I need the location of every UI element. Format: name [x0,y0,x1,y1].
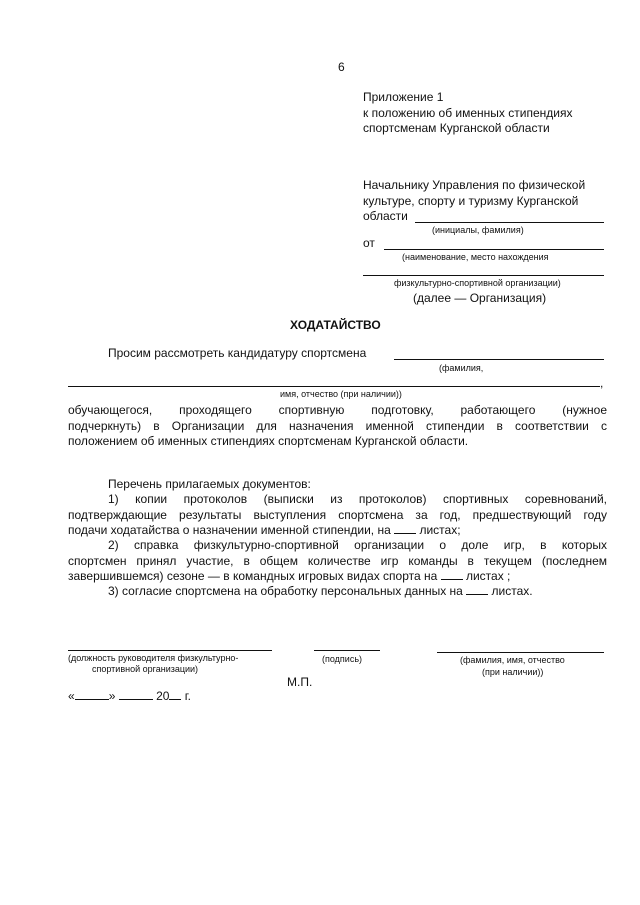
date-year-blank[interactable] [169,689,181,700]
addressee-line-3: области [363,209,408,223]
date-line [68,689,191,704]
document-item-3-sheets-word: листах. [491,584,533,598]
hereinafter-note: (далее — Организация) [413,291,547,305]
name-line-comma: , [600,376,604,390]
document-title: ХОДАТАЙСТВО [290,318,381,332]
addressee-line-1: Начальнику Управления по физической [363,178,586,192]
initials-blank-line[interactable] [415,222,604,223]
name-blank-line[interactable] [68,386,600,387]
document-item-2-line-2: спортсмен принял участие, в общем количестве игр команды в текущем (последнем [68,554,607,568]
date-month-blank[interactable] [119,689,153,700]
position-caption-line-2: спортивной организации) [92,664,199,674]
item-3-sheets-blank[interactable] [466,584,488,595]
document-item-1-sheets-word: листах; [419,523,461,537]
fullname-caption-line-1: (фамилия, имя, отчество [460,655,565,665]
date-year-prefix: 20 [156,689,170,703]
document-item-1-line-1: 1) копии протоколов (выписки из протоколов) спортивных соревнований, [108,492,607,506]
date-suffix: г. [184,689,192,703]
document-item-3 [108,584,533,599]
document-item-1-line-3 [68,523,461,538]
appendix-line-3: спортсменам Курганской области [363,121,550,135]
name-caption: имя, отчество (при наличии)) [280,389,402,399]
petition-lead: Просим рассмотреть кандидатуру спортсмена [108,346,367,360]
document-item-2-sheets-word: листах ; [465,569,511,583]
org-blank-line[interactable] [363,275,604,276]
document-item-1-line-3-text: подачи ходатайства о назначении именной стипендии, на [68,523,391,537]
addressee-line-2: культуре, спорту и туризму Курганской [363,194,579,208]
surname-caption: (фамилия, [439,363,484,373]
appendix-line-1: Приложение 1 [363,90,444,104]
stamp-label: М.П. [287,675,313,689]
item-1-sheets-blank[interactable] [394,523,416,534]
documents-heading: Перечень прилагаемых документов: [108,477,311,491]
name-location-caption: (наименование, место нахождения [402,252,549,262]
signature-caption: (подпись) [322,654,363,664]
petition-text-line-3: положением об именных стипендиях спортсменам Курганской области. [68,434,469,448]
date-day-blank[interactable] [75,689,109,700]
petition-text-line-2: подчеркнуть) в Организации для назначения именной стипендии в соответствии с [68,419,607,433]
date-close-quote: » [108,689,116,703]
from-blank-line[interactable] [384,249,604,250]
signature-blank-line[interactable] [314,650,380,651]
surname-blank-line[interactable] [394,359,604,360]
position-blank-line[interactable] [68,650,272,651]
from-label: от [363,236,375,250]
fullname-blank-line[interactable] [437,652,604,653]
date-open-quote: « [68,689,75,703]
document-item-2-line-3 [68,569,510,584]
appendix-line-2: к положению об именных стипендиях [363,106,573,120]
org-caption: физкультурно-спортивной организации) [394,278,561,288]
document-item-1-line-2: подтверждающие результаты выступления спортсмена за год, предшествующий году [68,508,607,522]
petition-text-line-1: обучающегося, проходящего спортивную подготовку, работающего (нужное [68,403,607,417]
document-item-2-line-3-text: завершившемся) сезоне — в командных игровых видах спорта на [68,569,438,583]
item-2-sheets-blank[interactable] [441,569,463,580]
page-number: 6 [338,60,345,74]
fullname-caption-line-2: (при наличии)) [482,667,544,677]
position-caption-line-1: (должность руководителя физкультурно- [68,653,239,663]
initials-caption: (инициалы, фамилия) [432,225,524,235]
document-item-2-line-1: 2) справка физкультурно-спортивной организации о доле игр, в которых [108,538,607,552]
document-item-3-text: 3) согласие спортсмена на обработку персональных данных на [108,584,463,598]
